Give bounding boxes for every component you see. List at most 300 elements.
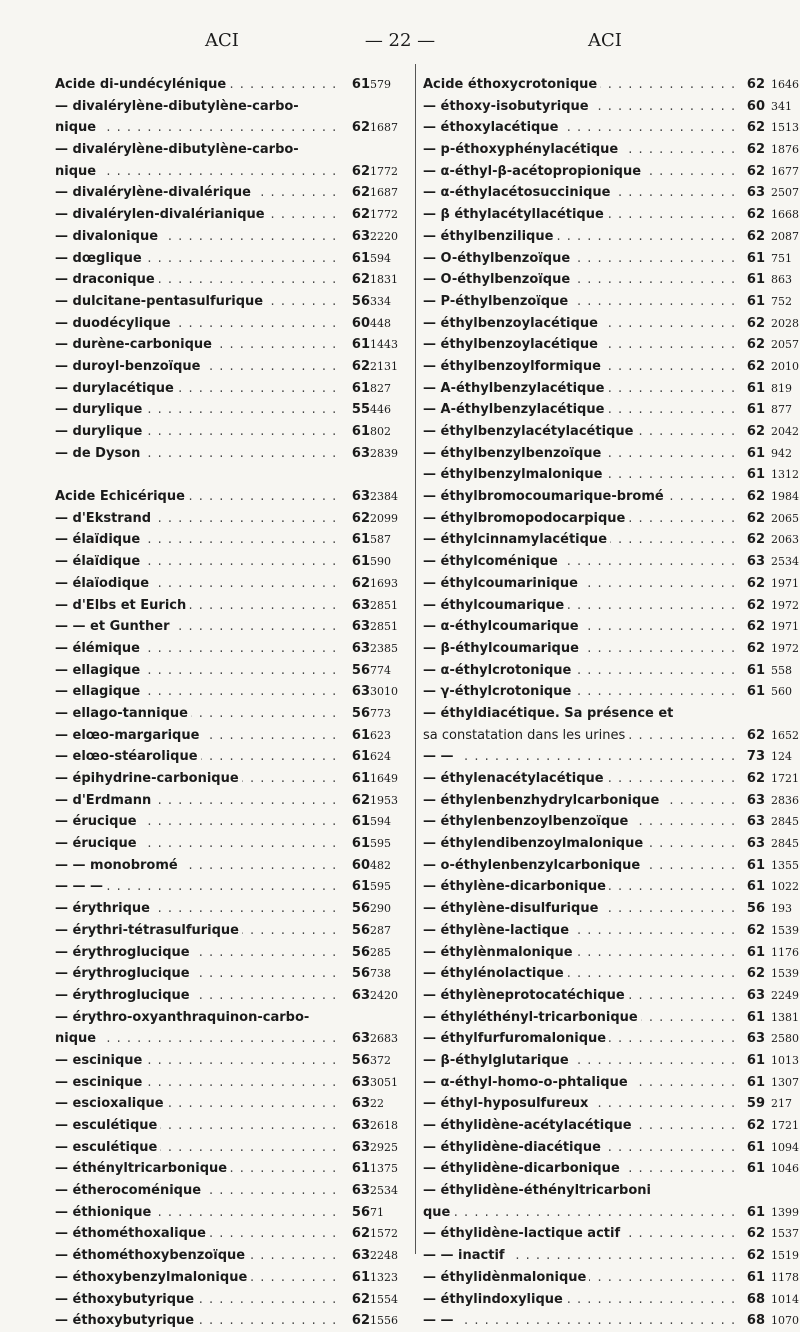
index-entry bbox=[423, 204, 799, 226]
index-entry bbox=[55, 573, 398, 595]
entry-volume: 63 bbox=[351, 619, 370, 635]
entry-page: 802 bbox=[370, 425, 391, 438]
entry-volume: 61 bbox=[351, 1269, 370, 1285]
entry-name: — érythri-tétrasulfurique bbox=[55, 923, 242, 938]
entry-page: 1539 bbox=[771, 923, 799, 937]
entry-name: — éthylbenzoylformique bbox=[423, 359, 604, 374]
entry-page: 1399 bbox=[771, 1205, 799, 1219]
entry-name: nique bbox=[55, 120, 99, 135]
entry-page: 2042 bbox=[771, 425, 799, 438]
index-entry bbox=[423, 139, 799, 161]
index-entry bbox=[423, 573, 799, 595]
entry-page: 2851 bbox=[370, 620, 398, 634]
entry-page: 773 bbox=[370, 706, 391, 720]
index-entry bbox=[423, 1223, 799, 1245]
index-entry bbox=[55, 1137, 398, 1159]
entry-page: 2534 bbox=[771, 555, 799, 569]
entry-name: — éthoxybutyrique bbox=[55, 1313, 197, 1328]
entry-page: 2249 bbox=[771, 988, 799, 1002]
entry-volume: 61 bbox=[746, 1269, 765, 1285]
entry-page: 124 bbox=[771, 750, 792, 764]
entry-volume: 56 bbox=[351, 966, 370, 982]
entry-volume: 63 bbox=[351, 445, 370, 461]
entry-page: 1443 bbox=[370, 338, 398, 352]
entry-name: — éthylbenzilique bbox=[423, 229, 556, 244]
entry-volume: 61 bbox=[351, 771, 370, 786]
entry-page: 1668 bbox=[771, 208, 799, 222]
entry-page: 2683 bbox=[370, 1032, 398, 1046]
entry-name: — éthylbenzoylacétique bbox=[423, 337, 601, 352]
entry-name: — β-éthylcoumarique bbox=[423, 641, 582, 656]
entry-volume: 61 bbox=[746, 1139, 765, 1155]
entry-page: 624 bbox=[370, 750, 391, 764]
entry-page: 2420 bbox=[370, 988, 398, 1002]
entry-page: 2028 bbox=[771, 316, 799, 330]
index-entry bbox=[55, 161, 398, 183]
entry-name: — éthylène-lactique bbox=[423, 923, 572, 938]
index-entry bbox=[55, 486, 398, 508]
index-entry bbox=[423, 291, 792, 313]
entry-volume: 61 bbox=[351, 337, 370, 353]
entry-name: — éthylbenzylmalonique bbox=[423, 467, 605, 482]
index-entry bbox=[55, 681, 398, 703]
index-entry bbox=[423, 399, 792, 421]
entry-name: — éthylfurfuromalonique bbox=[423, 1031, 609, 1046]
entry-name: — de Dyson bbox=[55, 446, 143, 461]
entry-volume: 62 bbox=[746, 142, 765, 158]
entry-page: 2385 bbox=[370, 641, 398, 655]
entry-page: 2618 bbox=[370, 1119, 398, 1132]
entry-name: — O-éthylbenzoïque bbox=[423, 272, 573, 287]
entry-page: 738 bbox=[370, 967, 391, 981]
entry-name: — éthylenbenzoylbenzoïque bbox=[423, 814, 631, 829]
entry-volume: 61 bbox=[746, 380, 765, 396]
index-entry bbox=[423, 1072, 799, 1094]
index-entry bbox=[423, 963, 799, 985]
entry-volume: 68 bbox=[746, 1291, 765, 1307]
entry-name: — ellago-tannique bbox=[55, 706, 191, 721]
entry-name: — érucique bbox=[55, 836, 140, 851]
index-entry bbox=[55, 529, 390, 551]
entry-volume: 62 bbox=[351, 510, 370, 526]
entry-page: 2836 bbox=[771, 793, 799, 807]
entry-page: 1572 bbox=[370, 1227, 398, 1241]
index-entry bbox=[55, 399, 390, 421]
entry-volume: 62 bbox=[746, 640, 765, 656]
index-entry bbox=[55, 768, 398, 790]
entry-name: — éthylcoumarique bbox=[423, 598, 567, 613]
entry-page: 71 bbox=[370, 1205, 384, 1219]
entry-page: 594 bbox=[370, 815, 391, 829]
entry-name: — — bbox=[423, 1313, 457, 1328]
entry-page: 1687 bbox=[370, 121, 398, 135]
entry-page: 1519 bbox=[771, 1249, 799, 1263]
entry-page: 623 bbox=[370, 728, 391, 742]
entry-name: — — monobromé bbox=[55, 858, 181, 873]
entry-volume: 62 bbox=[746, 489, 765, 505]
entry-volume: 63 bbox=[746, 814, 765, 830]
entry-volume: 61 bbox=[746, 445, 765, 461]
index-entry bbox=[423, 616, 799, 638]
entry-page: 1972 bbox=[771, 598, 799, 612]
entry-name: — d'Elbs et Eurich bbox=[55, 598, 189, 613]
entry-volume: 63 bbox=[746, 836, 765, 852]
entry-volume: 63 bbox=[351, 489, 370, 505]
entry-name: — β-éthylglutarique bbox=[423, 1053, 572, 1068]
entry-name: — étherocoménique bbox=[55, 1183, 204, 1198]
entry-volume: 56 bbox=[351, 1204, 370, 1220]
entry-volume: 61 bbox=[351, 1161, 370, 1177]
index-entry bbox=[55, 725, 390, 747]
entry-page: 1971 bbox=[771, 576, 799, 590]
entry-volume: 63 bbox=[351, 1248, 370, 1264]
entry-page: 1693 bbox=[370, 576, 398, 590]
entry-name: — éthylidènmalonique bbox=[423, 1270, 589, 1285]
entry-page: 2845 bbox=[771, 837, 799, 851]
index-entry bbox=[55, 855, 390, 877]
index-entry bbox=[55, 1115, 398, 1137]
entry-volume: 62 bbox=[746, 922, 765, 938]
index-entry bbox=[423, 681, 792, 703]
entry-page: 1554 bbox=[370, 1292, 398, 1306]
index-entry bbox=[55, 96, 390, 118]
index-entry bbox=[423, 1007, 799, 1029]
index-entry bbox=[423, 725, 799, 747]
entry-name: nique bbox=[55, 164, 99, 179]
entry-volume: 62 bbox=[746, 619, 765, 635]
entry-name: — escinique bbox=[55, 1053, 145, 1068]
entry-name: — éthylbenzylacétylacétique bbox=[423, 424, 636, 439]
entry-page: 942 bbox=[771, 446, 792, 460]
entry-page: 1513 bbox=[771, 121, 799, 135]
entry-volume: 68 bbox=[746, 1313, 765, 1329]
entry-volume: 56 bbox=[351, 944, 370, 960]
entry-volume: 62 bbox=[746, 77, 765, 92]
index-entry bbox=[55, 811, 390, 833]
entry-volume: 61 bbox=[746, 1009, 765, 1025]
entry-page: 827 bbox=[370, 381, 391, 395]
entry-name: — éthionique bbox=[55, 1205, 154, 1220]
entry-volume: 59 bbox=[746, 1096, 765, 1112]
entry-volume: 62 bbox=[746, 358, 765, 374]
entry-name: — dulcitane-pentasulfurique bbox=[55, 294, 266, 309]
index-entry bbox=[423, 117, 799, 139]
index-entry bbox=[423, 811, 799, 833]
entry-volume: 61 bbox=[351, 836, 370, 852]
entry-volume: 73 bbox=[746, 749, 765, 765]
entry-name: — éthylène-dicarbonique bbox=[423, 879, 609, 894]
entry-name: — α-éthylcrotonique bbox=[423, 663, 574, 678]
entry-name: — — bbox=[423, 749, 457, 764]
index-entry bbox=[55, 963, 390, 985]
entry-name: — éthyléthényl-tricarbonique bbox=[423, 1010, 641, 1025]
entry-name: — éthylindoxylique bbox=[423, 1292, 566, 1307]
header-left: ACI bbox=[205, 30, 239, 51]
index-entry bbox=[423, 833, 799, 855]
index-entry bbox=[423, 1245, 799, 1267]
entry-volume: 62 bbox=[351, 1226, 370, 1242]
entry-name: — érythrique bbox=[55, 901, 153, 916]
entry-volume: 62 bbox=[351, 120, 370, 136]
entry-name: — o-éthylenbenzylcarbonique bbox=[423, 858, 643, 873]
entry-page: 372 bbox=[370, 1053, 391, 1067]
index-entry bbox=[423, 898, 792, 920]
entry-page: 22 bbox=[370, 1097, 384, 1111]
entry-volume: 56 bbox=[351, 1052, 370, 1068]
entry-volume: 61 bbox=[351, 749, 370, 765]
index-entry bbox=[423, 248, 792, 270]
entry-name: — ellagique bbox=[55, 684, 143, 699]
index-entry bbox=[423, 1310, 799, 1332]
entry-name: — éthylendibenzoylmalonique bbox=[423, 836, 646, 851]
entry-volume: 63 bbox=[351, 1074, 370, 1090]
entry-volume: 62 bbox=[746, 228, 765, 244]
entry-name: — elœo-stéarolique bbox=[55, 749, 201, 764]
entry-volume: 61 bbox=[746, 684, 765, 700]
index-entry bbox=[423, 421, 799, 443]
entry-page: 587 bbox=[370, 533, 391, 547]
entry-name: — duodécylique bbox=[55, 316, 174, 331]
entry-name: — α-éthyl-β-acétopropionique bbox=[423, 164, 644, 179]
entry-name: — élaïodique bbox=[55, 576, 152, 591]
entry-page: 595 bbox=[370, 837, 391, 851]
entry-name: — β éthylacétyllacétique bbox=[423, 207, 607, 222]
entry-name: — divalérylen-divalérianique bbox=[55, 207, 268, 222]
entry-page: 877 bbox=[771, 403, 792, 417]
entry-page: 2845 bbox=[771, 815, 799, 829]
entry-volume: 62 bbox=[351, 792, 370, 808]
entry-volume: 61 bbox=[746, 402, 765, 418]
entry-name: — éthylidène-diacétique bbox=[423, 1140, 604, 1155]
index-entry bbox=[423, 1267, 799, 1289]
entry-page: 863 bbox=[771, 273, 792, 287]
entry-volume: 61 bbox=[746, 1161, 765, 1177]
entry-name: — éthylcinnamylacétique bbox=[423, 532, 610, 547]
index-entry bbox=[423, 855, 799, 877]
entry-name: — éthylbenzoylacétique bbox=[423, 316, 601, 331]
entry-name: — épihydrine-carbonique bbox=[55, 771, 242, 786]
entry-name: — elœo-margarique bbox=[55, 728, 202, 743]
index-entry bbox=[423, 182, 799, 204]
entry-volume: 61 bbox=[746, 944, 765, 960]
index-entry bbox=[55, 1028, 398, 1050]
index-entry bbox=[55, 660, 390, 682]
entry-volume: 61 bbox=[351, 727, 370, 743]
entry-volume: 61 bbox=[746, 857, 765, 873]
index-entry bbox=[55, 1158, 398, 1180]
index-entry bbox=[55, 595, 398, 617]
entry-name: nique bbox=[55, 1031, 99, 1046]
entry-page: 594 bbox=[370, 251, 391, 265]
entry-name: — éthyldiacétique. Sa présence et bbox=[423, 706, 676, 721]
entry-volume: 63 bbox=[351, 640, 370, 656]
entry-volume: 61 bbox=[746, 293, 765, 309]
index-entry bbox=[423, 443, 792, 465]
entry-page: 1375 bbox=[370, 1162, 398, 1176]
index-entry bbox=[55, 291, 390, 313]
entry-page: 1094 bbox=[771, 1140, 799, 1154]
entry-name: — esculétique bbox=[55, 1140, 160, 1155]
index-column-left bbox=[55, 74, 398, 1332]
index-entry bbox=[423, 595, 799, 617]
entry-name: — érythroglucique bbox=[55, 966, 193, 981]
entry-page: 482 bbox=[370, 858, 391, 872]
entry-page: 751 bbox=[771, 251, 792, 265]
entry-name: — élémique bbox=[55, 641, 143, 656]
entry-volume: 60 bbox=[746, 98, 765, 114]
index-entry bbox=[423, 1050, 799, 1072]
index-entry bbox=[55, 746, 390, 768]
entry-page: 1323 bbox=[370, 1270, 398, 1284]
entry-page: 2580 bbox=[771, 1032, 799, 1046]
entry-page: 1070 bbox=[771, 1314, 799, 1328]
entry-name: — α-éthyl-homo-o-phtalique bbox=[423, 1075, 631, 1090]
entry-page: 752 bbox=[771, 294, 792, 308]
entry-name: — éthényltricarbonique bbox=[55, 1161, 230, 1176]
index-entry bbox=[55, 204, 398, 226]
index-entry bbox=[423, 660, 792, 682]
entry-page: 290 bbox=[370, 902, 391, 916]
index-entry bbox=[423, 464, 799, 486]
entry-volume: 62 bbox=[351, 358, 370, 374]
entry-name: — éthoxybutyrique bbox=[55, 1292, 197, 1307]
index-entry bbox=[423, 1093, 792, 1115]
entry-volume: 62 bbox=[746, 315, 765, 331]
entry-volume: 61 bbox=[746, 1204, 765, 1220]
entry-page: 1652 bbox=[771, 728, 799, 742]
index-entry bbox=[55, 313, 390, 335]
entry-volume: 62 bbox=[746, 163, 765, 179]
entry-name: — éthométhoxybenzoïque bbox=[55, 1248, 248, 1263]
index-entry bbox=[423, 529, 799, 551]
entry-page: 2099 bbox=[370, 511, 398, 525]
index-entry bbox=[55, 833, 390, 855]
entry-volume: 62 bbox=[351, 272, 370, 288]
entry-name: — α-éthylacétosuccinique bbox=[423, 185, 613, 200]
entry-name: — escioxalique bbox=[55, 1096, 167, 1111]
entry-name: — — inactif bbox=[423, 1248, 508, 1263]
index-entry bbox=[423, 356, 799, 378]
index-entry bbox=[423, 486, 799, 508]
entry-volume: 63 bbox=[351, 1096, 370, 1112]
index-entry bbox=[423, 96, 792, 118]
entry-page: 448 bbox=[370, 316, 391, 330]
entry-name: — ellagique bbox=[55, 663, 143, 678]
entry-name: — éthylènmalonique bbox=[423, 945, 576, 960]
index-entry bbox=[55, 1245, 398, 1267]
index-entry bbox=[423, 1202, 799, 1224]
index-entry bbox=[423, 1137, 799, 1159]
entry-volume: 63 bbox=[746, 554, 765, 570]
entry-page: 2010 bbox=[771, 359, 799, 373]
entry-volume: 61 bbox=[351, 879, 370, 895]
entry-name: — divalérylène-divalérique bbox=[55, 185, 254, 200]
index-entry bbox=[55, 942, 390, 964]
entry-name: — éthylénolactique bbox=[423, 966, 567, 981]
entry-page: 1381 bbox=[771, 1010, 799, 1024]
entry-volume: 62 bbox=[746, 510, 765, 526]
entry-page: 1876 bbox=[771, 143, 799, 157]
index-entry bbox=[55, 1093, 390, 1115]
index-entry bbox=[55, 1310, 398, 1332]
entry-volume: 63 bbox=[351, 597, 370, 613]
entry-page: 285 bbox=[370, 945, 391, 959]
entry-volume: 63 bbox=[351, 228, 370, 244]
index-entry bbox=[55, 920, 390, 942]
entry-volume: 62 bbox=[351, 207, 370, 223]
entry-page: 193 bbox=[771, 902, 792, 916]
entry-page: 590 bbox=[370, 555, 391, 569]
entry-volume: 62 bbox=[746, 597, 765, 613]
entry-volume: 62 bbox=[746, 424, 765, 439]
entry-volume: 61 bbox=[746, 662, 765, 678]
entry-name: Acide éthoxycrotonique bbox=[423, 77, 600, 92]
entry-page: 1649 bbox=[370, 772, 398, 785]
index-entry bbox=[423, 768, 799, 790]
entry-page: 1721 bbox=[771, 772, 799, 785]
column-divider bbox=[415, 64, 416, 1254]
entry-name: — éthylenacétylacétique bbox=[423, 771, 607, 786]
entry-page: 2248 bbox=[370, 1249, 398, 1263]
index-entry bbox=[55, 248, 390, 270]
entry-volume: 62 bbox=[746, 1226, 765, 1242]
entry-volume: 62 bbox=[746, 727, 765, 743]
entry-volume: 63 bbox=[351, 684, 370, 700]
entry-volume: 56 bbox=[351, 922, 370, 938]
index-entry bbox=[55, 1050, 390, 1072]
entry-volume: 62 bbox=[351, 185, 370, 201]
entry-name: — d'Erdmann bbox=[55, 793, 154, 808]
index-entry bbox=[55, 421, 390, 443]
entry-page: 579 bbox=[370, 78, 391, 91]
entry-page: 1984 bbox=[771, 490, 799, 504]
entry-volume: 62 bbox=[746, 120, 765, 136]
entry-volume: 61 bbox=[746, 467, 765, 483]
entry-volume: 55 bbox=[351, 402, 370, 418]
entry-volume: 63 bbox=[746, 185, 765, 201]
entry-volume: 60 bbox=[351, 315, 370, 331]
entry-volume: 61 bbox=[746, 1074, 765, 1090]
entry-page: 819 bbox=[771, 381, 792, 395]
entry-name: — divalérylène-dibutylène-carbo- bbox=[55, 142, 302, 157]
entry-page: 334 bbox=[370, 294, 391, 308]
entry-name: — P-éthylbenzoïque bbox=[423, 294, 571, 309]
index-entry bbox=[55, 790, 398, 812]
index-entry bbox=[423, 942, 799, 964]
entry-volume: 62 bbox=[351, 1313, 370, 1329]
entry-name: que bbox=[423, 1205, 453, 1220]
entry-page: 1556 bbox=[370, 1314, 398, 1328]
entry-volume: 62 bbox=[746, 575, 765, 591]
entry-volume: 63 bbox=[351, 1183, 370, 1199]
index-entry bbox=[423, 920, 799, 942]
entry-page: 558 bbox=[771, 663, 792, 677]
entry-name: — A-éthylbenzylacétique bbox=[423, 381, 607, 396]
index-entry bbox=[55, 378, 390, 400]
entry-name: — — et Gunther bbox=[55, 619, 173, 634]
entry-volume: 62 bbox=[746, 966, 765, 982]
entry-name: sa constatation dans les urines bbox=[423, 728, 628, 743]
entry-name: — élaïdique bbox=[55, 554, 143, 569]
index-entry bbox=[423, 1158, 799, 1180]
entry-volume: 62 bbox=[746, 771, 765, 786]
entry-volume: 61 bbox=[746, 1052, 765, 1068]
entry-name: Acide Echicérique bbox=[55, 489, 188, 504]
index-entry bbox=[55, 356, 398, 378]
index-entry bbox=[423, 1180, 785, 1202]
entry-name: — érythro-oxyanthraquinon-carbo- bbox=[55, 1010, 312, 1025]
entry-page: 2839 bbox=[370, 446, 398, 460]
